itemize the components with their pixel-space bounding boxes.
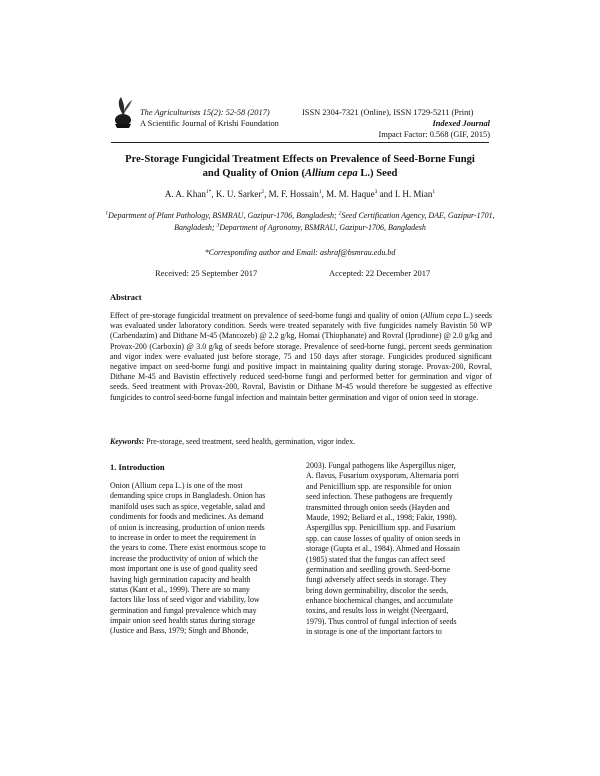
text-line: (1985) stated that the fungus can affect seed bbox=[306, 554, 445, 564]
text-line: increase the productivity of onion of which the bbox=[110, 553, 258, 563]
abstract-heading: Abstract bbox=[110, 292, 142, 302]
text-line: bring down germinability, discolor the seeds, bbox=[306, 585, 449, 595]
text-line: of onion is increasing, production of onion needs bbox=[110, 522, 265, 532]
text-line: Aspergillus spp. Penicillium spp. and Fusarium bbox=[306, 523, 456, 533]
keywords-text: Pre-storage, seed treatment, seed health, germination, vigor index. bbox=[144, 437, 356, 446]
received-date: Received: 25 September 2017 bbox=[155, 268, 258, 278]
indexed-journal-label: Indexed Journal bbox=[432, 119, 490, 128]
text-line: A. flavus, Fusarium oxysporum, Alternaria porri bbox=[306, 471, 459, 481]
text-line: germination and fungal prevalence which may bbox=[110, 605, 257, 615]
intro-left-column bbox=[110, 481, 295, 637]
affiliations bbox=[105, 210, 495, 233]
title-line-1: Pre-Storage Fungicidal Treatment Effects on Prevalence of Seed-Borne Fungi bbox=[125, 154, 475, 165]
text-line: the years to come. There exist enormous scope to bbox=[110, 543, 266, 553]
affil-sup: 3 bbox=[216, 221, 220, 228]
author-name: K. U. Sarker bbox=[215, 189, 262, 199]
text-line: in storage is one of the important factors to bbox=[306, 627, 442, 637]
text-line: germination and seedling growth. Seed-borne bbox=[306, 564, 450, 574]
affiliation-1: Department of Plant Pathology, BSMRAU, Gazipur-1706, Bangladesh; bbox=[108, 211, 339, 220]
text-line: 2003). Fungal pathogens like Aspergillus niger, bbox=[306, 461, 456, 470]
text-line: seed infection. These pathogens are frequently bbox=[306, 492, 453, 502]
journal-citation: The Agriculturists 15(2): 52-58 (2017) bbox=[140, 108, 270, 117]
author-name: A. A. Khan bbox=[164, 189, 206, 199]
text-line: spp. can cause losses of quality of onion seeds in bbox=[306, 533, 461, 543]
text-line: status (Kant et al., 1999). There are so many bbox=[110, 584, 250, 594]
journal-subtitle: A Scientific Journal of Krishi Foundation bbox=[140, 119, 279, 128]
text-line: to increase in order to meet the requirement in bbox=[110, 532, 256, 542]
title-line-2b: L.) Seed bbox=[357, 167, 398, 179]
text-line: manifold uses such as spice, vegetable, salad and bbox=[110, 501, 265, 511]
author-sup: 1 bbox=[205, 189, 209, 195]
author-list: A. A. Khan$^{1*}$, K. U. Sarker$^2$, M. F. Hossain$^1$, M. M. Haque$^3$ and I. H. Mian$^1$ bbox=[164, 189, 436, 199]
text-line: fungi adversely affect seeds in storage. They bbox=[306, 575, 447, 585]
text-line: and Penicillium spp. are responsible for onion bbox=[306, 481, 452, 491]
author-sup: 2 bbox=[261, 189, 265, 195]
text-line: most important one is use of good quality seed bbox=[110, 564, 258, 574]
text-line: Maude, 1992; Beliard et al., 1998; Fakir, 1998). bbox=[306, 512, 457, 522]
text-line: demanding spice crops in Bangladesh. Onion has bbox=[110, 491, 266, 501]
author-name: I. H. Mian bbox=[394, 189, 433, 199]
text-line: 1979). Thus control of fungal infection of seeds bbox=[306, 616, 457, 626]
author-sup: 1 bbox=[432, 189, 436, 195]
text-line: factors like loss of seed vigor and viability, low bbox=[110, 595, 260, 605]
author-sup: 1 bbox=[318, 189, 322, 195]
corresponding-author: *Corresponding author and Email: ashraf@bsmrau.edu.bd bbox=[204, 248, 396, 257]
journal-issn: ISSN 2304-7321 (Online), ISSN 1729-5211 (Print) bbox=[302, 108, 474, 117]
text-line: storage (Gupta et al., 1984). Ahmed and Hossain bbox=[306, 544, 460, 554]
section-heading-introduction: 1. Introduction bbox=[110, 462, 165, 472]
author-name: M. M. Haque bbox=[326, 189, 375, 199]
text-line: enhance biochemical changes, and accumulate bbox=[306, 596, 453, 606]
intro-right-column bbox=[306, 461, 492, 638]
title-line-2a: and Quality of Onion ( bbox=[202, 167, 305, 179]
impact-factor: Impact Factor: 0.568 (GIF, 2015) bbox=[378, 130, 490, 139]
abstract-species: Allium cepa bbox=[423, 311, 462, 320]
text-line: transmitted through onion seeds (Hayden and bbox=[306, 502, 450, 512]
affiliation-3: Department of Agronomy, BSMRAU, Gazipur-1706, Bangladesh bbox=[219, 222, 426, 232]
abstract-text-1: Effect of pre-storage fungicidal treatment on prevalence of seed-borne fungi and quality of onion ( bbox=[110, 311, 424, 320]
journal-logo-icon bbox=[111, 94, 133, 130]
keywords bbox=[110, 437, 492, 447]
text-line: toxins, and results loss in weight (Neergaard, bbox=[306, 606, 449, 616]
abstract-text-2: L.) seeds was evaluated under laboratory condition. Seeds were treated separately with five fungicides namely Bavistin 50 WP (Carbendazim) and Dithane M-45 (Mancozeb) @ 2.2 g/kg, Homai (Thiophanate) and Rovral (Iprodione) @ 2.0 g/kg and Provax-200 (Carboxin) @ 3.0 g/kg of seeds before storage. Prevalence of seed-borne fungi, percent seeds germination and vigor index were evaluated just before storage, 75 and 150 days after storage. Fungicides produced significant negative impact on seed-borne fungi and positive impact in maintaining quality during storage. Provax-200, Rovral, Dithane M-45 and Bavistin effectively reduced seed-borne fungi and performed better for germination and vigor of seeds. Seed treatment with Provax-200, Rovral, Bavistin or Dithane M-45 would therefore be suggested as effective fungicides to control seed-borne fungal infection and maintain better germination and vigor of onion seed in storage. bbox=[110, 311, 492, 402]
paper-title bbox=[100, 153, 500, 180]
text-line: (Justice and Bass, 1979; Singh and Bhonde, bbox=[110, 626, 249, 636]
accepted-date: Accepted: 22 December 2017 bbox=[329, 268, 431, 278]
author-sup: 3 bbox=[374, 189, 378, 195]
header-divider bbox=[111, 142, 489, 143]
text-line: Onion (Allium cepa L.) is one of the most bbox=[110, 481, 243, 490]
author-name: M. F. Hossain bbox=[268, 189, 319, 199]
title-species: Allium cepa bbox=[305, 167, 358, 179]
affiliation-2: Seed Certification Agency, DAE, Gazipur-1701, Bangladesh; bbox=[174, 211, 495, 232]
affil-sup: 1 bbox=[105, 210, 109, 217]
text-line: condiments for foods and medicines. As demand bbox=[110, 512, 264, 522]
abstract-body bbox=[110, 311, 492, 403]
text-line: impair onion seed health status during storage bbox=[110, 616, 256, 626]
text-line: having high germination capacity and health bbox=[110, 574, 251, 584]
keywords-label: Keywords: bbox=[110, 437, 145, 446]
affil-sup: 2 bbox=[338, 210, 342, 217]
